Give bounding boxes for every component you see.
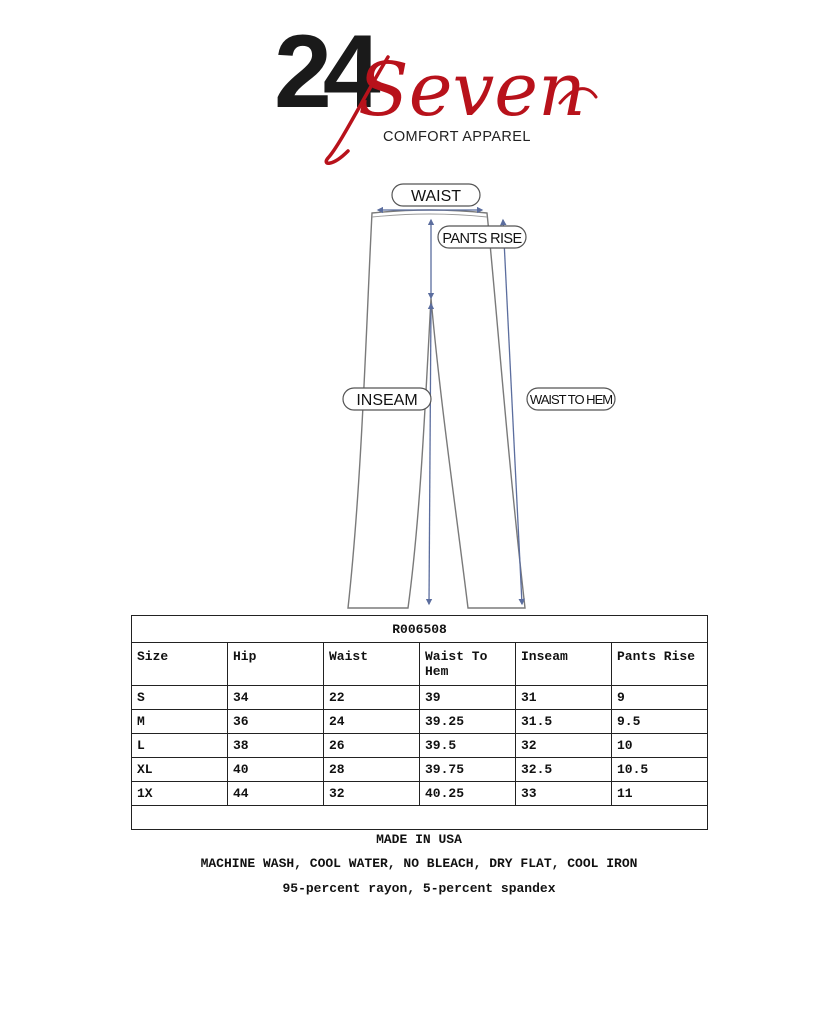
table-cell: L bbox=[132, 734, 228, 758]
style-code-row bbox=[132, 616, 708, 643]
table-cell: 44 bbox=[228, 782, 324, 806]
table-cell: 22 bbox=[324, 686, 420, 710]
table-row bbox=[132, 686, 708, 710]
inseam-label: INSEAM bbox=[356, 392, 418, 409]
table-cell: 33 bbox=[516, 782, 612, 806]
waist-label: WAIST bbox=[410, 188, 462, 205]
table-cell: 36 bbox=[228, 710, 324, 734]
header-cell: Pants Rise bbox=[612, 643, 708, 686]
table-cell: 38 bbox=[228, 734, 324, 758]
table-cell: 39.5 bbox=[420, 734, 516, 758]
header-cell: Inseam bbox=[516, 643, 612, 686]
made-in-text: MADE IN USA bbox=[376, 832, 462, 847]
table-row bbox=[132, 734, 708, 758]
table-cell: XL bbox=[132, 758, 228, 782]
table-cell: 40 bbox=[228, 758, 324, 782]
table-cell: 40.25 bbox=[420, 782, 516, 806]
table-cell: 10 bbox=[612, 734, 708, 758]
table-cell: 39.25 bbox=[420, 710, 516, 734]
table-row bbox=[132, 758, 708, 782]
header-cell: Size bbox=[132, 643, 228, 686]
logo-script: Seven bbox=[358, 47, 586, 133]
table-cell: 34 bbox=[228, 686, 324, 710]
inseam-measure-line bbox=[429, 304, 431, 604]
header-cell: Hip bbox=[228, 643, 324, 686]
empty-cell bbox=[132, 806, 708, 830]
pants-measurement-diagram bbox=[330, 180, 630, 612]
header-cell: Waist To Hem bbox=[420, 643, 516, 686]
empty-row bbox=[132, 806, 708, 830]
table-cell: 39 bbox=[420, 686, 516, 710]
table-cell: 26 bbox=[324, 734, 420, 758]
header-cell: Waist bbox=[324, 643, 420, 686]
style-code: R006508 bbox=[132, 616, 708, 643]
table-cell: 9.5 bbox=[612, 710, 708, 734]
logo-number: 24 bbox=[274, 15, 372, 130]
table-cell: 1X bbox=[132, 782, 228, 806]
table-row bbox=[132, 782, 708, 806]
table-cell: 32.5 bbox=[516, 758, 612, 782]
table-cell: 32 bbox=[516, 734, 612, 758]
table-cell: 28 bbox=[324, 758, 420, 782]
table-cell: 32 bbox=[324, 782, 420, 806]
fabric-content: 95-percent rayon, 5-percent spandex bbox=[282, 881, 556, 896]
waist-to-hem-label: WAIST TO HEM bbox=[529, 392, 613, 407]
table-cell: 11 bbox=[612, 782, 708, 806]
table-row bbox=[132, 710, 708, 734]
table-cell: M bbox=[132, 710, 228, 734]
header-row bbox=[132, 643, 708, 686]
size-chart-table bbox=[131, 615, 708, 830]
table-cell: 9 bbox=[612, 686, 708, 710]
table-cell: 24 bbox=[324, 710, 420, 734]
table-cell: S bbox=[132, 686, 228, 710]
table-cell: 10.5 bbox=[612, 758, 708, 782]
care-instructions: MACHINE WASH, COOL WATER, NO BLEACH, DRY FLAT, COOL IRON bbox=[200, 856, 638, 871]
pants-rise-label: PANTS RISE bbox=[442, 231, 522, 247]
table-cell: 31.5 bbox=[516, 710, 612, 734]
logo-tagline: COMFORT APPAREL bbox=[383, 129, 531, 145]
brand-logo bbox=[270, 15, 610, 165]
table-cell: 39.75 bbox=[420, 758, 516, 782]
table-cell: 31 bbox=[516, 686, 612, 710]
